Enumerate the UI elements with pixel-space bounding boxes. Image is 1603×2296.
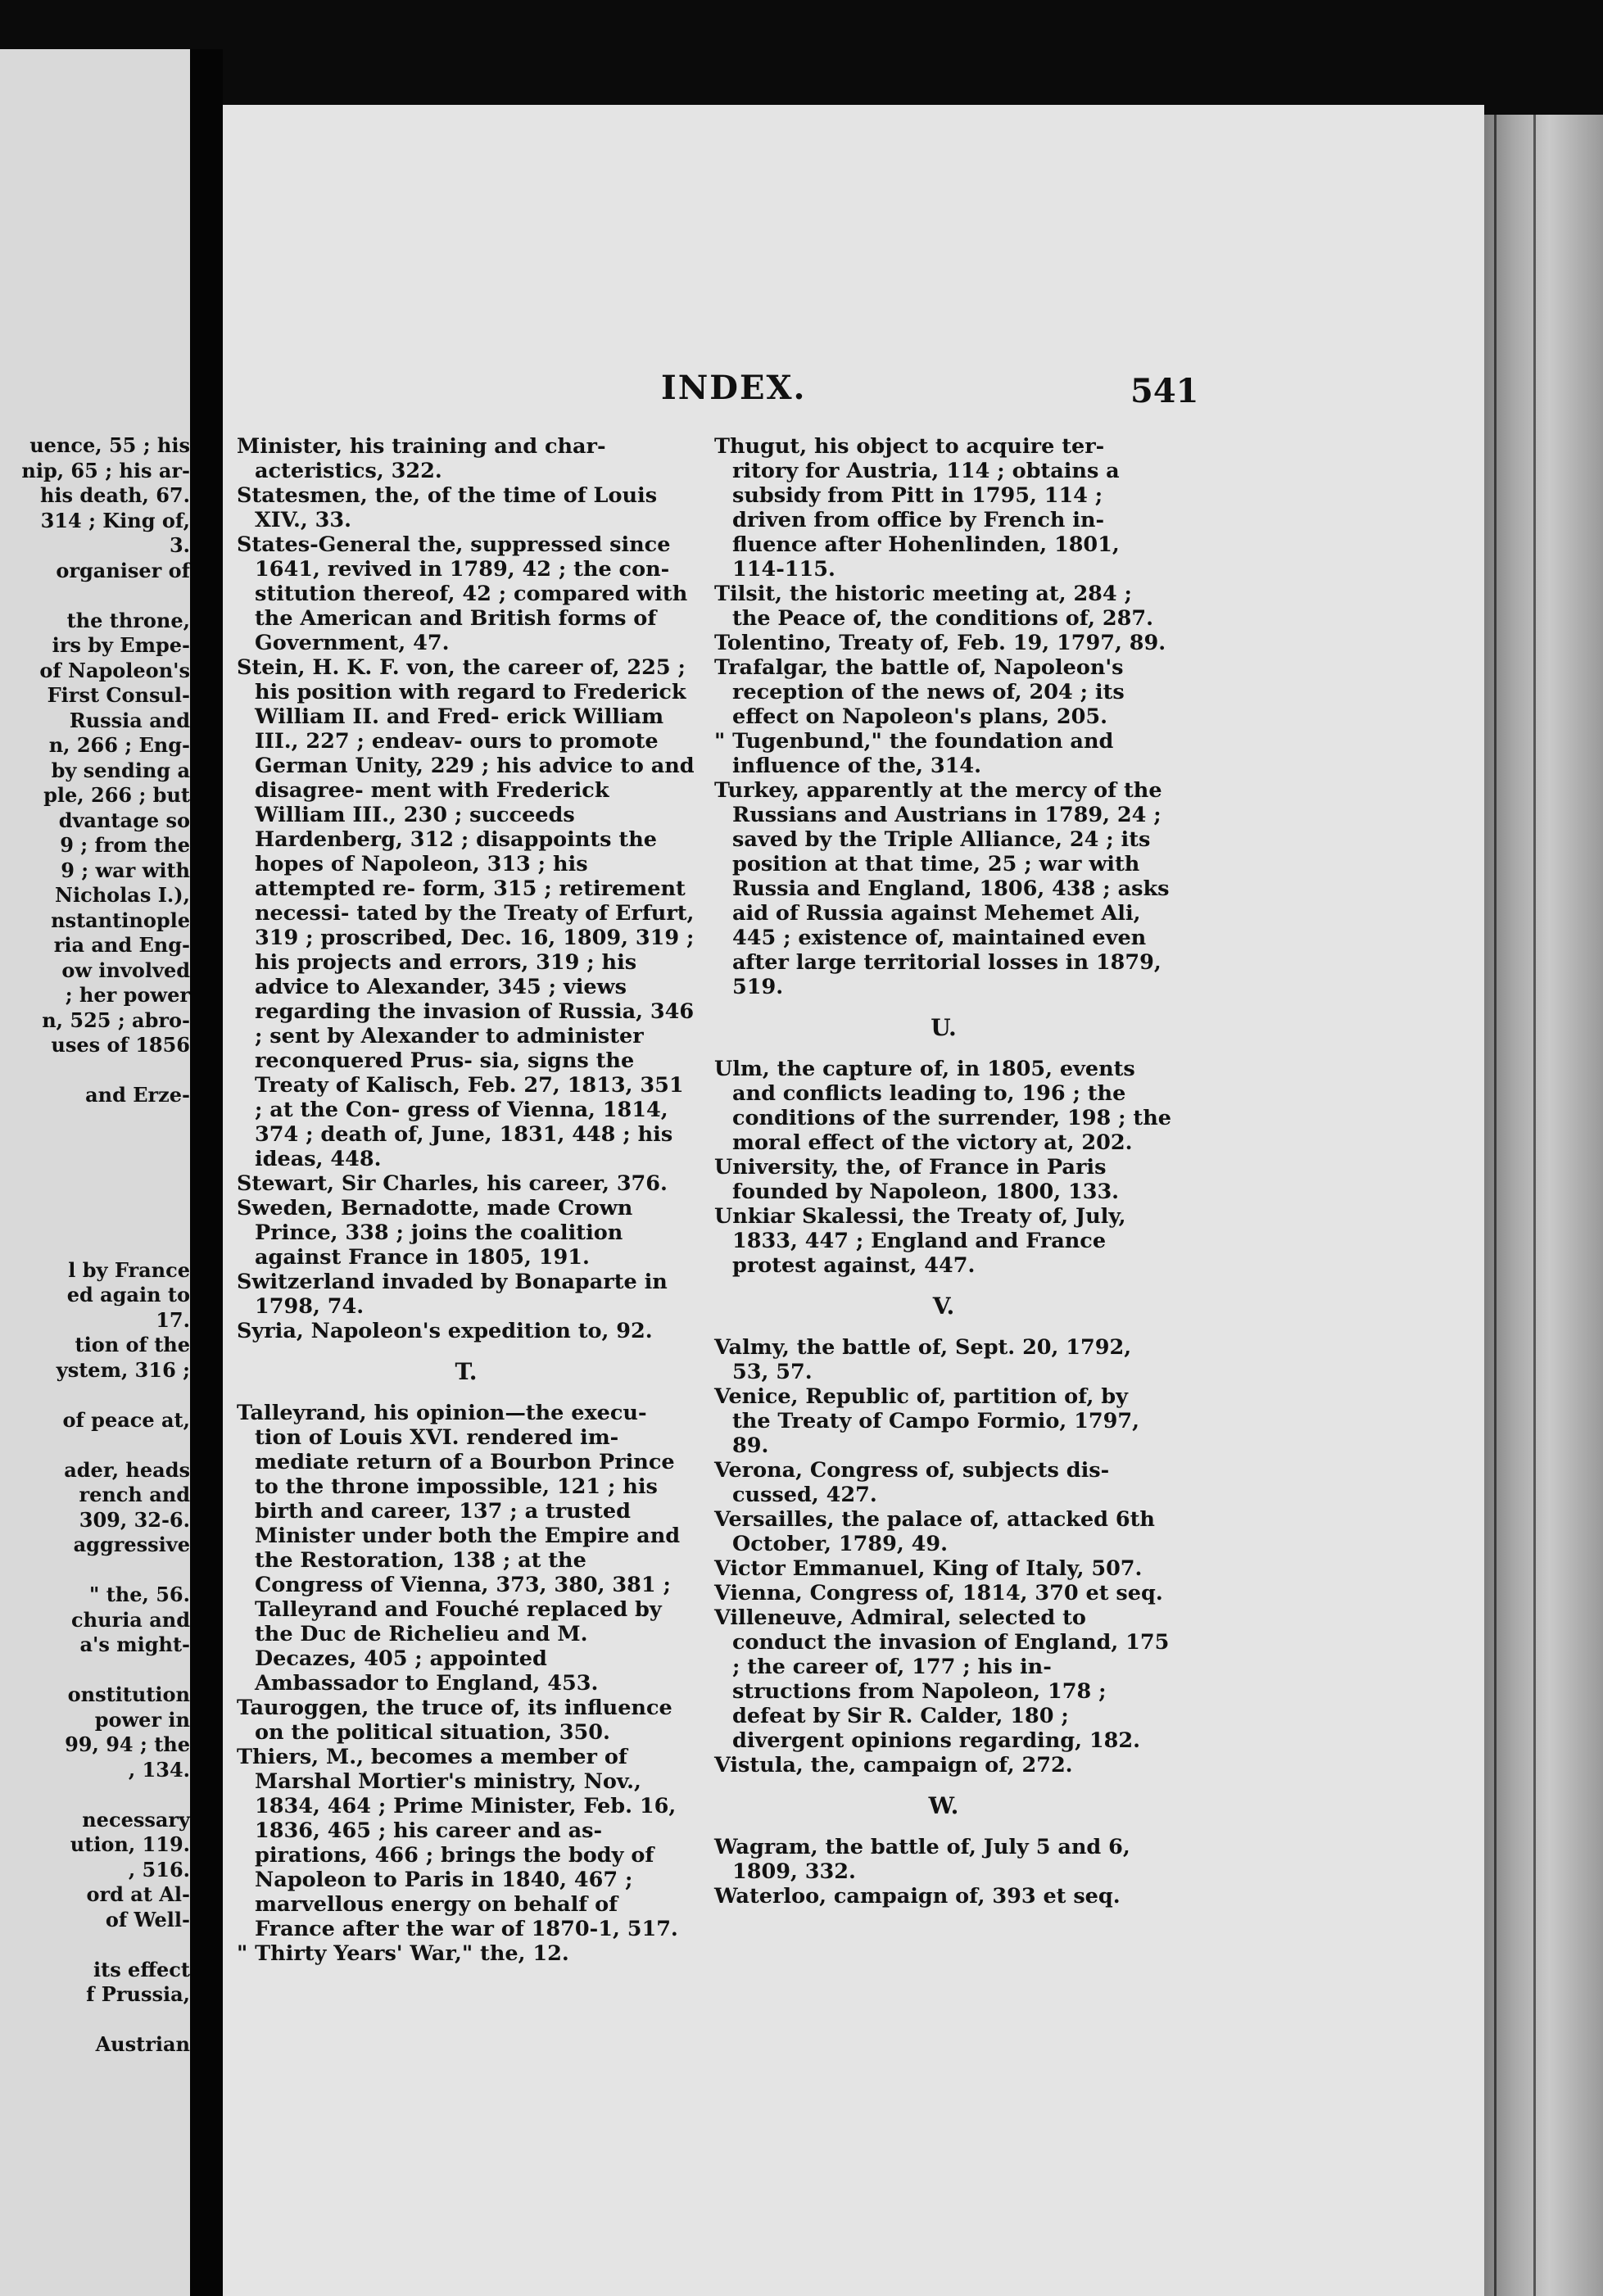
prev-page-text-line: ed again to <box>66 1283 190 1307</box>
prev-page-text-line: rench and <box>79 1483 190 1506</box>
index-entry: Waterloo, campaign of, 393 et seq. <box>714 1884 1121 1909</box>
prev-page-text-line: n, 525 ; abro- <box>42 1008 190 1032</box>
prev-page-text-line: 9 ; war with <box>61 858 190 882</box>
prev-page-text-line: onstitution <box>67 1682 190 1706</box>
index-entry: Valmy, the battle of, Sept. 20, 1792, 53, 57. <box>714 1335 1132 1384</box>
prev-page-text-line: necessary <box>82 1807 190 1832</box>
prev-page-text-line: and Erze- <box>85 1083 190 1107</box>
prev-page-text-line: power in <box>94 1707 190 1732</box>
section-letter: V. <box>932 1293 955 1320</box>
prev-page-text-line: ord at Al- <box>86 1882 190 1906</box>
prev-page-text-line: ria and Eng- <box>53 933 190 957</box>
prev-page-text-line: aggressive <box>73 1533 190 1556</box>
index-entry: Thiers, M., becomes a member of Marshal Mortier's ministry, Nov., 1834, 464 ; Prime Minister, Feb. 16, 1836, 465 ; his career and as- pirations, 466 ; brings the body of Napoleon to Paris in 1840, 467 ; marvellous energy on behalf of France after the war of 1870-1, 517. <box>237 1745 678 1941</box>
prev-page-text-line: , 134. <box>128 1757 190 1782</box>
index-entry: Wagram, the battle of, July 5 and 6, 1809, 332. <box>714 1835 1130 1884</box>
index-entry: University, the, of France in Paris founded by Napoleon, 1800, 133. <box>714 1155 1120 1204</box>
page-edges <box>1484 115 1603 2296</box>
prev-page-text-line: 314 ; King of, <box>40 508 190 532</box>
prev-page-text-line: ow involved <box>61 958 190 982</box>
index-entry: Trafalgar, the battle of, Napoleon's reception of the news of, 204 ; its effect on Napoleon's plans, 205. <box>714 655 1125 729</box>
prev-page-text-line: 309, 32-6. <box>79 1507 190 1532</box>
index-entry: Talleyrand, his opinion—the execu- tion of Louis XVI. rendered im- mediate return of a Bourbon Prince to the throne impossible, 121 ; his birth and career, 137 ; a trusted Minister under both the Empire and the Restoration, 138 ; at the Congress of Vienna, 373, 380, 381 ; Talleyrand and Fouché replaced by the Duc de Richelieu and M. Decazes, 405 ; appointed Ambassador to England, 453. <box>237 1401 681 1696</box>
prev-page-text-line: ution, 119. <box>70 1832 190 1856</box>
prev-page-text-line: nip, 65 ; his ar- <box>21 458 190 482</box>
index-entry: Statesmen, the, of the time of Louis XIV., 33. <box>237 483 658 532</box>
prev-page-text-line: ; her power <box>65 983 190 1007</box>
index-page <box>223 105 1484 2296</box>
prev-page-text-line: First Consul- <box>47 683 190 707</box>
index-entry: Venice, Republic of, partition of, by the Treaty of Campo Formio, 1797, 89. <box>714 1384 1140 1458</box>
prev-page-text-line: irs by Empe- <box>52 633 190 657</box>
prev-page-text-line: the throne, <box>66 608 190 632</box>
index-column-right <box>714 434 1173 1909</box>
prev-page-text-line: by sending a <box>51 758 190 782</box>
prev-page-text-line: tion of the <box>75 1333 190 1356</box>
prev-page-text-line: organiser of <box>56 558 190 582</box>
index-entry: Turkey, apparently at the mercy of the Russians and Austrians in 1789, 24 ; saved by the Triple Alliance, 24 ; its position at that time, 25 ; war with Russia and England, 1806, 438 ; asks aid of Russia against Mehemet Ali, 445 ; existence of, maintained even after large territorial losses in 1879, 519. <box>714 778 1170 999</box>
prev-page-text-line: 3. <box>169 533 190 557</box>
index-entry: Tilsit, the historic meeting at, 284 ; the Peace of, the conditions of, 287. <box>714 582 1153 631</box>
prev-page-text-line: churia and <box>71 1607 190 1632</box>
index-entry: " Tugenbund," the foundation and influence of the, 314. <box>714 729 1114 778</box>
prev-page-text-line: of Napoleon's <box>39 658 190 682</box>
prev-page-text-line: dvantage so <box>58 808 190 832</box>
index-entry: Vistula, the, campaign of, 272. <box>714 1753 1073 1777</box>
index-entry: Tauroggen, the truce of, its influence on the political situation, 350. <box>237 1696 672 1745</box>
index-column-left <box>237 434 695 1966</box>
index-entry: Switzerland invaded by Bonaparte in 1798, 74. <box>237 1270 668 1319</box>
section-letter: W. <box>928 1792 959 1819</box>
prev-page-text-line: ystem, 316 ; <box>56 1357 190 1382</box>
page-number: 541 <box>1130 372 1199 410</box>
index-entry: Victor Emmanuel, King of Italy, 507. <box>714 1556 1143 1581</box>
prev-page-text-line: " the, 56. <box>88 1583 190 1606</box>
prev-page-text-line: of peace at, <box>62 1407 190 1432</box>
index-entry: " Thirty Years' War," the, 12. <box>237 1941 569 1966</box>
prev-page-text-line: f Prussia, <box>86 1982 190 2006</box>
prev-page-text-line: his death, 67. <box>39 483 190 507</box>
prev-page-text-line: Nicholas I.), <box>55 883 190 907</box>
prev-page-text-line: uence, 55 ; his <box>29 433 190 457</box>
prev-page-text-line: 17. <box>156 1307 190 1332</box>
previous-page-fragment <box>0 49 197 2296</box>
index-entry: Ulm, the capture of, in 1805, events and conflicts leading to, 196 ; the conditions of the surrender, 198 ; the moral effect of the victory at, 202. <box>714 1057 1171 1155</box>
prev-page-text-line: a's might- <box>79 1633 190 1656</box>
index-entry: Stewart, Sir Charles, his career, 376. <box>237 1171 668 1196</box>
prev-page-text-line: Russia and <box>69 708 190 732</box>
book-gutter <box>190 49 223 2296</box>
index-entry: Unkiar Skalessi, the Treaty of, July, 1833, 447 ; England and France protest against, 447. <box>714 1204 1126 1278</box>
index-entry: Stein, H. K. F. von, the career of, 225 ; his position with regard to Frederick William II. and Fred- erick William III., 227 ; endeav- ours to promote German Unity, 229 ; his advice to and disagree- ment with Frederick William III., 230 ; succeeds Hardenberg, 312 ; disappoints the hopes of Napoleon, 313 ; his attempted re- form, 315 ; retirement necessi- tated by the Treaty of Erfurt, 319 ; proscribed, Dec. 16, 1809, 319 ; his projects and errors, 319 ; his advice to Alexander, 345 ; views regarding the invasion of Russia, 346 ; sent by Alexander to administer reconquered Prus- sia, signs the Treaty of Kalisch, Feb. 27, 1813, 351 ; at the Con- gress of Vienna, 1814, 374 ; death of, June, 1831, 448 ; his ideas, 448. <box>237 655 695 1171</box>
prev-page-text-line: uses of 1856 <box>51 1033 190 1057</box>
prev-page-text-line: 9 ; from the <box>60 833 190 857</box>
section-letter: T. <box>455 1358 478 1385</box>
prev-page-text-line: its effect <box>93 1957 190 1981</box>
prev-page-text-line: ader, heads <box>64 1457 190 1482</box>
running-head <box>223 369 1484 418</box>
prev-page-text-line: 99, 94 ; the <box>65 1732 190 1756</box>
prev-page-text-line: n, 266 ; Eng- <box>48 733 190 757</box>
index-entry: Villeneuve, Admiral, selected to conduct the invasion of England, 175 ; the career of, 177 ; his in- structions from Napoleon, 178 ; defeat by Sir R. Calder, 180 ; divergent opinions regarding, 182. <box>714 1605 1170 1753</box>
prev-page-text-line: nstantinople <box>51 908 190 932</box>
prev-page-text-line: l by France <box>68 1257 190 1282</box>
prev-page-text-line: Austrian <box>95 2032 190 2056</box>
index-entry: Versailles, the palace of, attacked 6th October, 1789, 49. <box>714 1507 1155 1556</box>
section-letter: U. <box>931 1014 957 1041</box>
index-entry: Vienna, Congress of, 1814, 370 et seq. <box>714 1581 1163 1605</box>
index-entry-continuation: Minister, his training and char- acteristics, 322. <box>237 434 606 483</box>
index-entry: Verona, Congress of, subjects dis- cussed, 427. <box>714 1458 1110 1507</box>
index-entry: States-General the, suppressed since 1641, revived in 1789, 42 ; the con- stitution thereof, 42 ; compared with the American and British forms of Government, 47. <box>237 532 688 655</box>
index-entry: Thugut, his object to acquire ter- ritory for Austria, 114 ; obtains a subsidy from Pitt in 1795, 114 ; driven from office by French in- fluence after Hohenlinden, 1801, 114-115. <box>714 434 1120 582</box>
prev-page-text-line: , 516. <box>128 1857 190 1882</box>
prev-page-text-line: ple, 266 ; but <box>43 783 190 807</box>
index-entry: Tolentino, Treaty of, Feb. 19, 1797, 89. <box>714 631 1166 655</box>
page-title: INDEX. <box>661 369 807 407</box>
index-entry: Syria, Napoleon's expedition to, 92. <box>237 1319 653 1343</box>
prev-page-text-line: of Well- <box>105 1907 190 1931</box>
index-entry: Sweden, Bernadotte, made Crown Prince, 338 ; joins the coalition against France in 1805, 191. <box>237 1196 633 1270</box>
